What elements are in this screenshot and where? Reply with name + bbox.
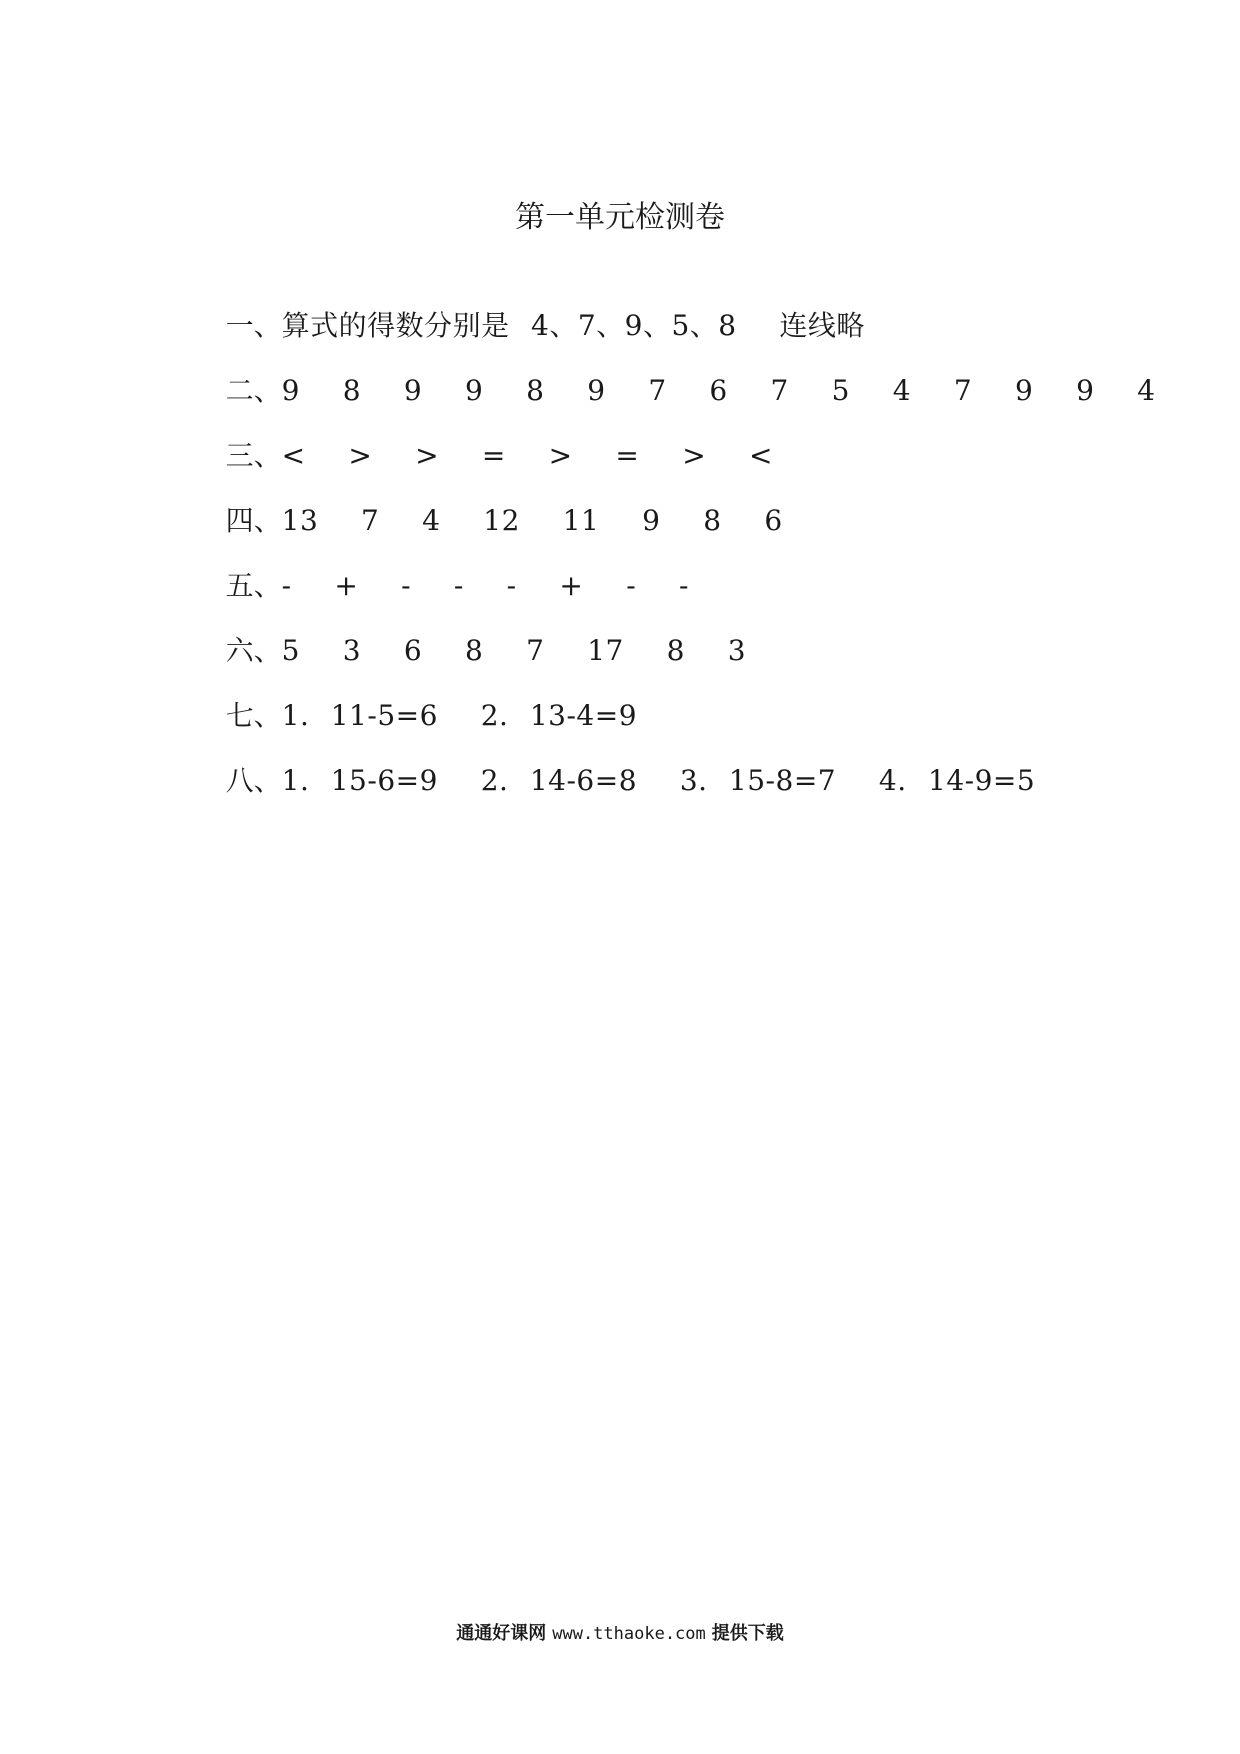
answer-text: 1. 11-5=6 2. 13-4=9 (281, 699, 638, 732)
answer-line-1 (190, 266, 1190, 342)
answer-label: 一、 (225, 309, 282, 342)
footer-site-name: 通通好课网 (456, 1623, 547, 1644)
answer-label: 五、 (225, 569, 282, 602)
footer-suffix: 提供下载 (711, 1623, 784, 1644)
answer-text: 5 3 6 8 7 17 8 3 (281, 634, 747, 667)
answer-label: 八、 (225, 764, 282, 797)
page-title: 第一单元检测卷 (515, 200, 725, 235)
answer-label: 六、 (225, 634, 282, 667)
answer-label: 二、 (225, 374, 282, 407)
answer-text: < > > = > = > < (281, 439, 773, 472)
answer-label: 三、 (225, 439, 282, 472)
answer-label: 四、 (225, 504, 282, 537)
answer-text: 算式的得数分别是 4、7、9、5、8 连线略 (281, 309, 865, 342)
answer-text: 13 7 4 12 11 9 8 6 (281, 504, 783, 537)
footer-url: www.tthaoke.com (552, 1624, 706, 1644)
answer-text: 9 8 9 9 8 9 7 6 7 5 4 7 9 9 4 (281, 374, 1156, 407)
answer-label: 七、 (225, 699, 282, 732)
answer-list (190, 266, 1190, 797)
footer-credit (0, 1622, 1240, 1646)
answer-text: 1. 15-6=9 2. 14-6=8 3. 15-8=7 4. 14-9=5 (281, 764, 1036, 797)
answer-text: - + - - - + - - (281, 569, 689, 602)
